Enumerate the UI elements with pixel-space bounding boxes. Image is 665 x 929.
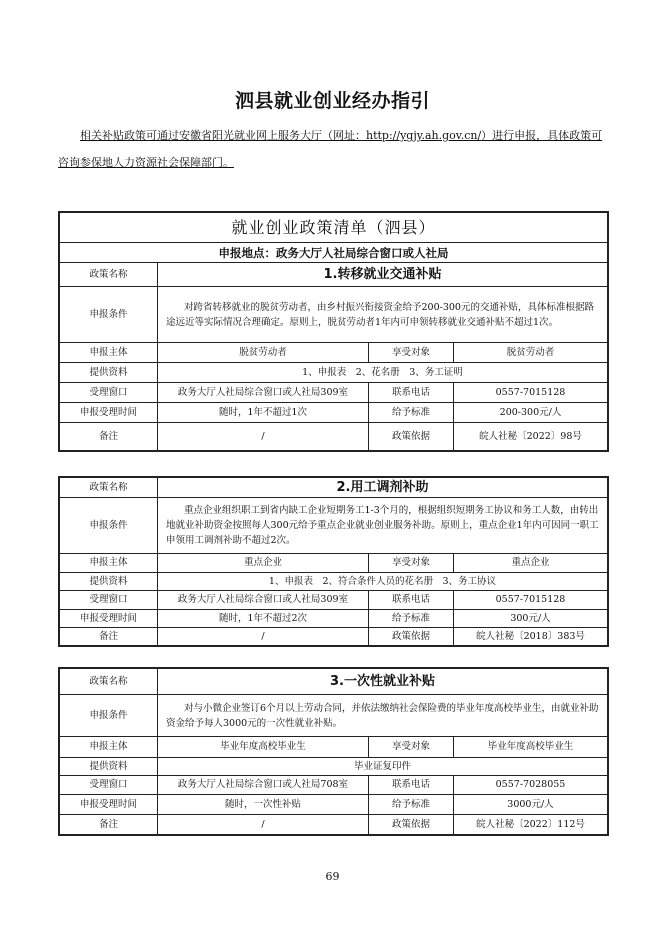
- policy-phone: 0557-7015128: [454, 591, 608, 610]
- policy-name: 1.转移就业交通补贴: [158, 263, 608, 287]
- label-beneficiary: 享受对象: [369, 737, 454, 758]
- policy-materials: 毕业证复印件: [158, 758, 608, 776]
- conditions-text: 对与小微企业签订6个月以上劳动合同，并依法缴纳社会保险费的毕业年度高校毕业生，由就业补助资金给予每人3000元的一次性就业补贴。: [166, 702, 599, 729]
- label-subject: 申报主体: [60, 737, 158, 758]
- website-link[interactable]: http://ygjy.ah.gov.cn/: [366, 129, 482, 142]
- policy-time: 随时，1年不超过1次: [158, 403, 369, 423]
- policy-basis: 皖人社秘〔2022〕98号: [454, 423, 608, 451]
- policy-phone: 0557-7028055: [454, 776, 608, 795]
- label-phone: 联系电话: [369, 776, 454, 795]
- conditions-text: 重点企业组织职工到省内缺工企业短期务工1-3个月的，根据组织短期务工协议和务工人数，由转出地就业补助资金按照每人300元给予重点企业就业创业服务补助。原则上，重点企业1年内可因同一职工申领用工调剂补助不超过2次。: [166, 505, 599, 546]
- policy-standard: 200-300元/人: [454, 403, 608, 423]
- policy-time: 随时，一次性补贴: [158, 795, 369, 815]
- label-basis: 政策依据: [369, 815, 454, 835]
- policy-table-2: [59, 477, 608, 646]
- label-remark: 备注: [60, 628, 158, 646]
- label-conditions: 申报条件: [60, 695, 158, 737]
- policy-conditions: [158, 498, 608, 554]
- label-remark: 备注: [60, 423, 158, 451]
- policy-block-2: [58, 476, 609, 647]
- label-policy-name: 政策名称: [60, 478, 158, 498]
- policy-name: 3.一次性就业补贴: [158, 669, 608, 695]
- policy-window: 政务大厅人社局综合窗口或人社局708室: [158, 776, 369, 795]
- label-subject: 申报主体: [60, 554, 158, 573]
- policy-standard: 300元/人: [454, 610, 608, 628]
- label-subject: 申报主体: [60, 343, 158, 363]
- label-time: 申报受理时间: [60, 403, 158, 423]
- policy-conditions: [158, 695, 608, 737]
- list-location: 申报地点：政务大厅人社局综合窗口或人社局: [60, 243, 608, 263]
- policy-subject: 毕业年度高校毕业生: [158, 737, 369, 758]
- label-conditions: 申报条件: [60, 287, 158, 343]
- label-time: 申报受理时间: [60, 795, 158, 815]
- policy-materials: 1、申报表 2、符合条件人员的花名册 3、务工协议: [158, 573, 608, 591]
- policy-phone: 0557-7015128: [454, 383, 608, 403]
- label-time: 申报受理时间: [60, 610, 158, 628]
- policy-name: 2.用工调剂补助: [158, 478, 608, 498]
- label-policy-name: 政策名称: [60, 263, 158, 287]
- label-phone: 联系电话: [369, 383, 454, 403]
- policy-standard: 3000元/人: [454, 795, 608, 815]
- label-basis: 政策依据: [369, 423, 454, 451]
- label-materials: 提供资料: [60, 363, 158, 383]
- policy-table-1: [59, 212, 608, 451]
- label-window: 受理窗口: [60, 591, 158, 610]
- label-remark: 备注: [60, 815, 158, 835]
- label-policy-name: 政策名称: [60, 669, 158, 695]
- policy-beneficiary: 毕业年度高校毕业生: [454, 737, 608, 758]
- policy-time: 随时，1年不超过2次: [158, 610, 369, 628]
- label-window: 受理窗口: [60, 383, 158, 403]
- page-number: 69: [325, 870, 340, 883]
- policy-table-3: [59, 668, 608, 835]
- label-standard: 给予标准: [369, 610, 454, 628]
- policy-subject: 脱贫劳动者: [158, 343, 369, 363]
- label-basis: 政策依据: [369, 628, 454, 646]
- policy-window: 政务大厅人社局综合窗口或人社局309室: [158, 591, 369, 610]
- list-title: 就业创业政策清单（泗县）: [60, 213, 608, 243]
- policy-beneficiary: 重点企业: [454, 554, 608, 573]
- label-phone: 联系电话: [369, 591, 454, 610]
- policy-remark: /: [158, 628, 369, 646]
- policy-block-1: [58, 211, 609, 452]
- label-window: 受理窗口: [60, 776, 158, 795]
- label-conditions: 申报条件: [60, 498, 158, 554]
- policy-basis: 皖人社秘〔2022〕112号: [454, 815, 608, 835]
- policy-subject: 重点企业: [158, 554, 369, 573]
- policy-materials: 1、申报表 2、花名册 3、务工证明: [158, 363, 608, 383]
- policy-remark: /: [158, 815, 369, 835]
- intro-text-before: 相关补贴政策可通过安徽省阳光就业网上服务大厅（网址：: [80, 129, 366, 142]
- label-materials: 提供资料: [60, 573, 158, 591]
- intro-paragraph: [58, 122, 610, 176]
- policy-remark: /: [158, 423, 369, 451]
- label-beneficiary: 享受对象: [369, 554, 454, 573]
- policy-basis: 皖人社秘〔2018〕383号: [454, 628, 608, 646]
- policy-window: 政务大厅人社局综合窗口或人社局309室: [158, 383, 369, 403]
- page-title: 泗县就业创业经办指引: [234, 90, 430, 112]
- label-beneficiary: 享受对象: [369, 343, 454, 363]
- conditions-text: 对跨省转移就业的脱贫劳动者，由乡村振兴衔接资金给予200-300元的交通补贴，具体标准根据路途远近等实际情况合理确定。原则上，脱贫劳动者1年内可申领转移就业交通补贴不超过1次。: [166, 301, 594, 328]
- policy-block-3: [58, 667, 609, 836]
- label-standard: 给予标准: [369, 795, 454, 815]
- label-standard: 给予标准: [369, 403, 454, 423]
- label-materials: 提供资料: [60, 758, 158, 776]
- intro-text-after: ）进行申报，具体政策可咨询参保地人力资源社会保障部门。: [58, 129, 603, 169]
- policy-beneficiary: 脱贫劳动者: [454, 343, 608, 363]
- policy-conditions: [158, 287, 608, 343]
